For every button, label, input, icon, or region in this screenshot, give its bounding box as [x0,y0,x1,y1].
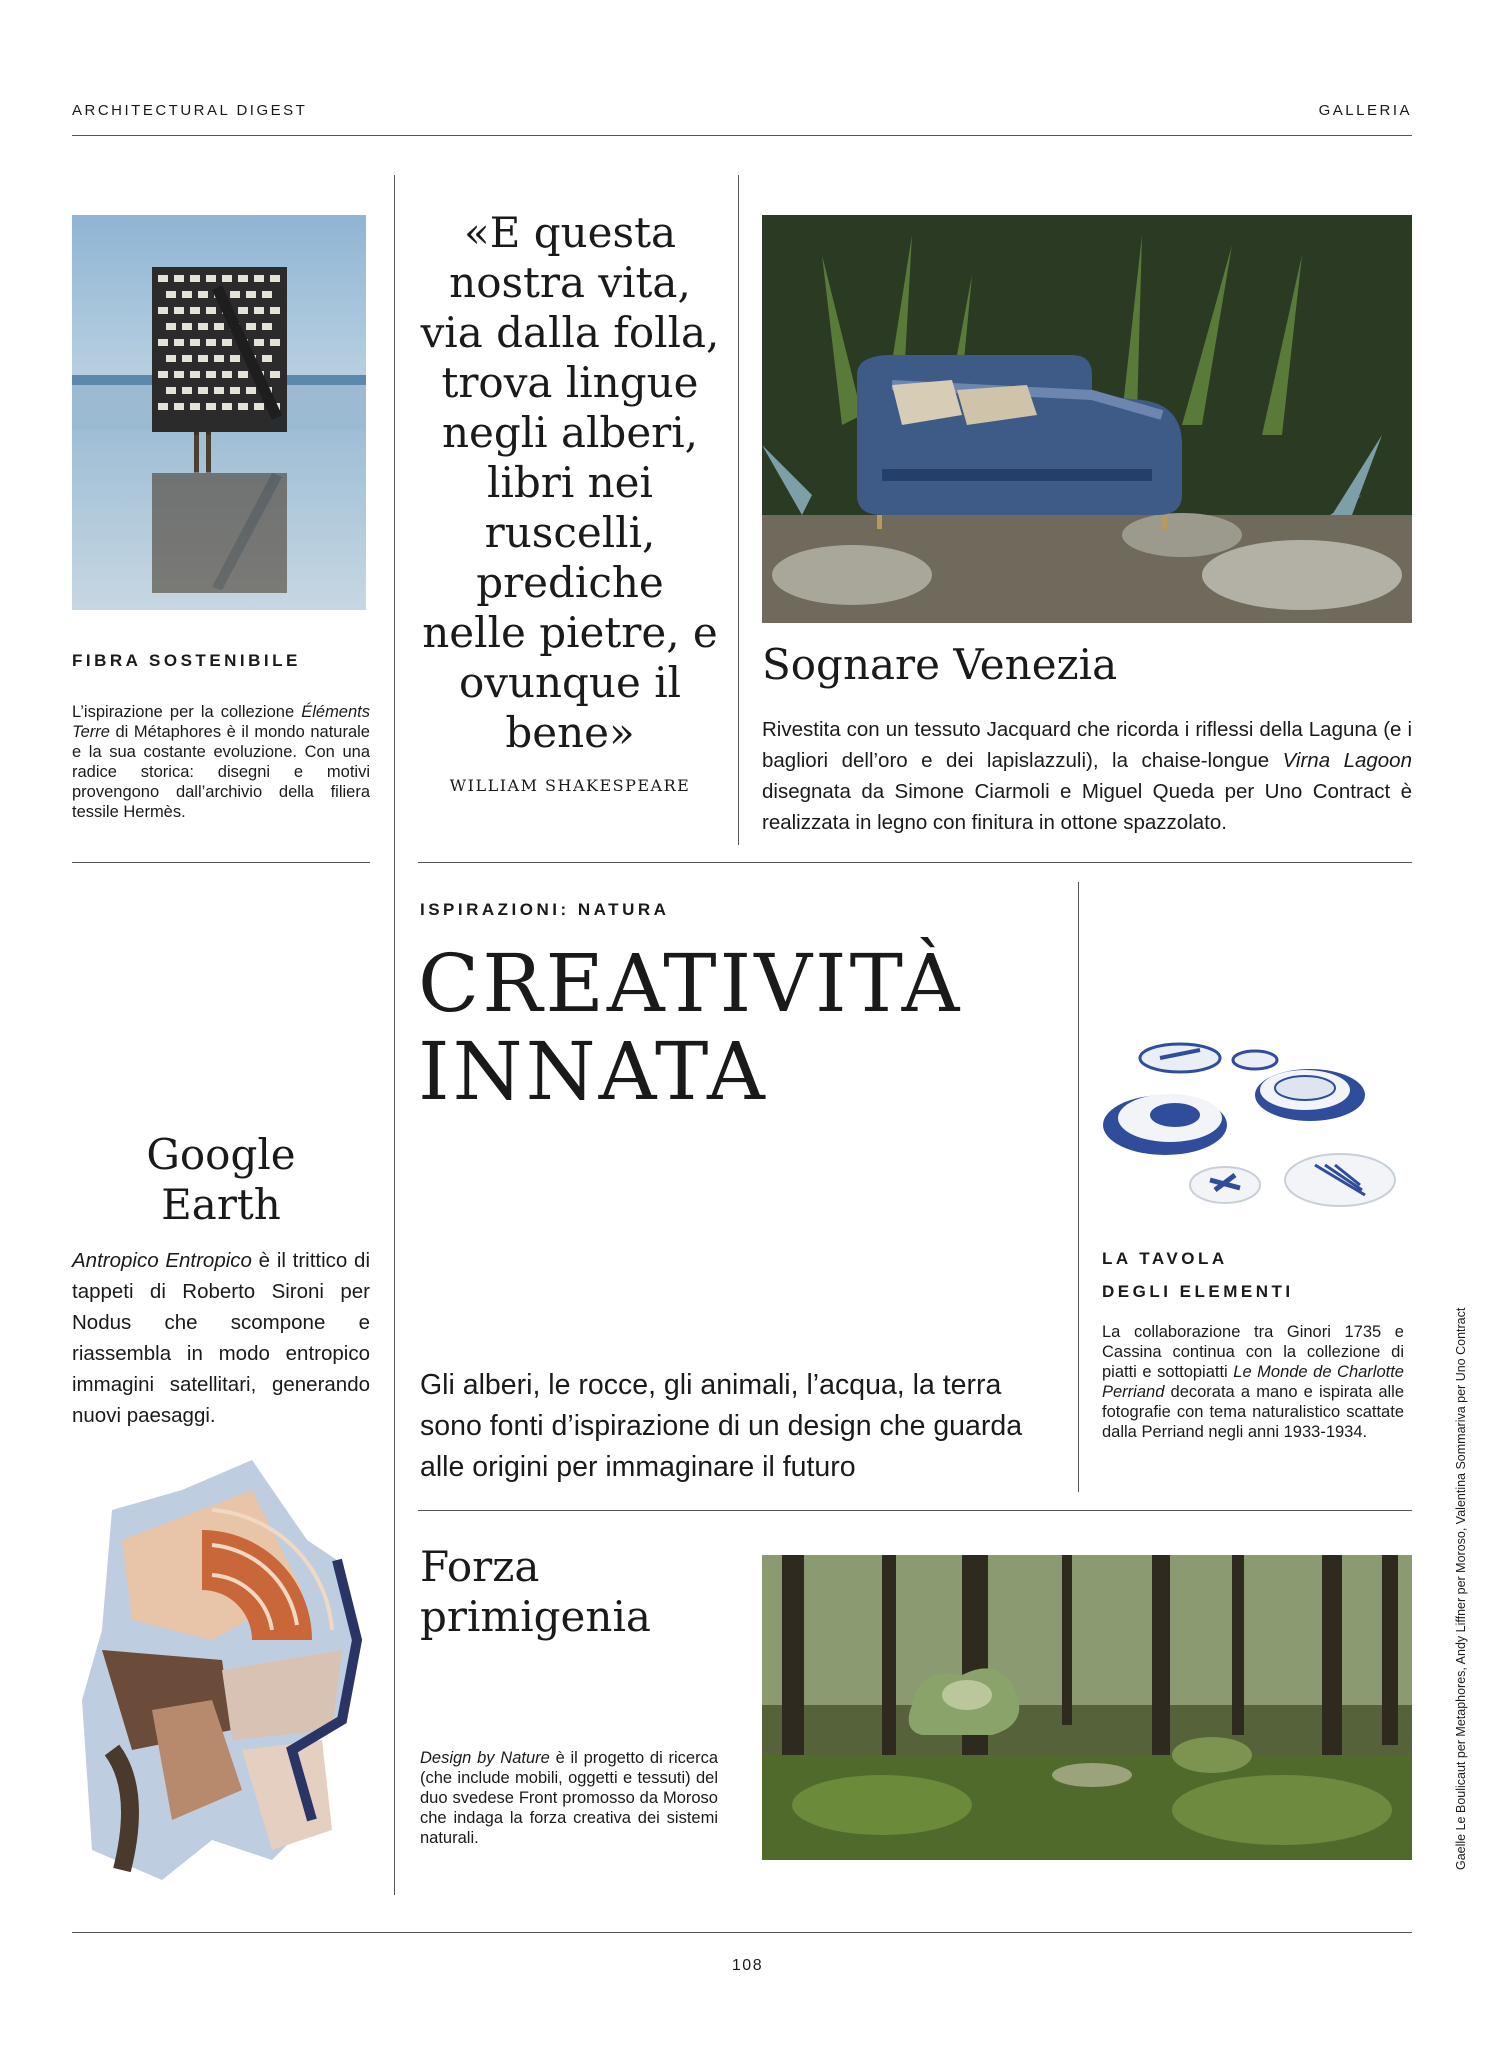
rule-lower [418,1510,1412,1511]
tavola-title-line1: LA TAVOLA [1102,1249,1228,1268]
publication-name: ARCHITECTURAL DIGEST [72,102,308,119]
photo-credits: Gaelle Le Boulicaut per Metaphores, Andy Liffner per Moroso, Valentina Sommariva per Uno Contract [1454,1307,1468,1870]
footer-rule [72,1932,1412,1933]
google-title-line2: Earth [161,1180,281,1229]
tavola-title-line2: DEGLI ELEMENTI [1102,1282,1294,1301]
feature-title-line2: INNATA [418,1025,768,1118]
column-rule-left [394,175,395,1895]
forza-title [420,1542,720,1642]
fibra-body: L’ispirazione per la collezione Éléments Terre di Métaphores è il mondo naturale e la sua costante evoluzione. Con una radice storica: disegni e motivi provengono dall’archivio della filiera tessile Hermès. [72,703,370,821]
header-rule [72,135,1412,136]
venezia-title: Sognare Venezia [762,640,1118,689]
fibra-title: FIBRA SOSTENIBILE [72,651,301,670]
feature-title-line1: CREATIVITÀ [418,937,963,1030]
column-rule-quote [738,175,739,845]
tavola-title [1102,1242,1402,1308]
google-body: Antropico Entropico è il trittico di tappeti di Roberto Sironi per Nodus che scompone e riassembla in modo entropico immagini satellitari, generando nuovi paesaggi. [72,1249,371,1427]
rug-photo [72,1450,372,1890]
tavola-body: La collaborazione tra Ginori 1735 e Cassina continua con la collezione di piatti e sottopiatti Le Monde de Charlotte Perriand decorata a mano e ispirata alle fotografie con tema naturalistico scattate dalla Perriand negli anni 1933-1934. [1102,1323,1404,1441]
forza-title-line2: primigenia [420,1592,651,1641]
forza-body: Design by Nature è il progetto di ricerca (che include mobili, oggetti e tessuti) del duo svedese Front promosso da Moroso che indaga la forza creativa dei sistemi naturali. [420,1749,719,1847]
forest-photo [762,1555,1412,1860]
feature-standfirst: Gli alberi, le rocce, gli animali, l’acqua, la terra sono fonti d’ispirazione di un design che guarda alle origini per immaginare il futuro [420,1369,1023,1483]
column-rule-right [1078,882,1079,1492]
venezia-photo [762,215,1412,623]
fibra-photo [72,215,366,610]
section-name: GALLERIA [1318,102,1412,119]
forza-title-line1: Forza [420,1542,540,1591]
feature-kicker: ISPIRAZIONI: NATURA [420,900,670,919]
rule-center-mid [418,862,1412,863]
venezia-body: Rivestita con un tessuto Jacquard che ricorda i riflessi della Laguna (e i bagliori dell’oro e dei lapislazzuli), la chaise-longue Virna Lagoon disegnata da Simone Ciarmoli e Miguel Queda per Uno Contract è realizzata in legno con finitura in ottone spazzolato. [762,718,1412,834]
pull-quote: «E questa nostra vita, via dalla folla, trova lingue negli alberi, libri nei ruscelli, prediche nelle pietre, e ovunque il bene» [420,208,720,757]
google-title [72,1130,370,1230]
running-header [72,100,1412,136]
plates-photo [1100,1030,1412,1220]
page-number: 108 [731,1957,764,1974]
google-title-line1: Google [146,1130,296,1179]
feature-title [418,937,1058,1118]
rule-left-mid [72,862,370,863]
quote-author: WILLIAM SHAKESPEARE [449,776,691,795]
